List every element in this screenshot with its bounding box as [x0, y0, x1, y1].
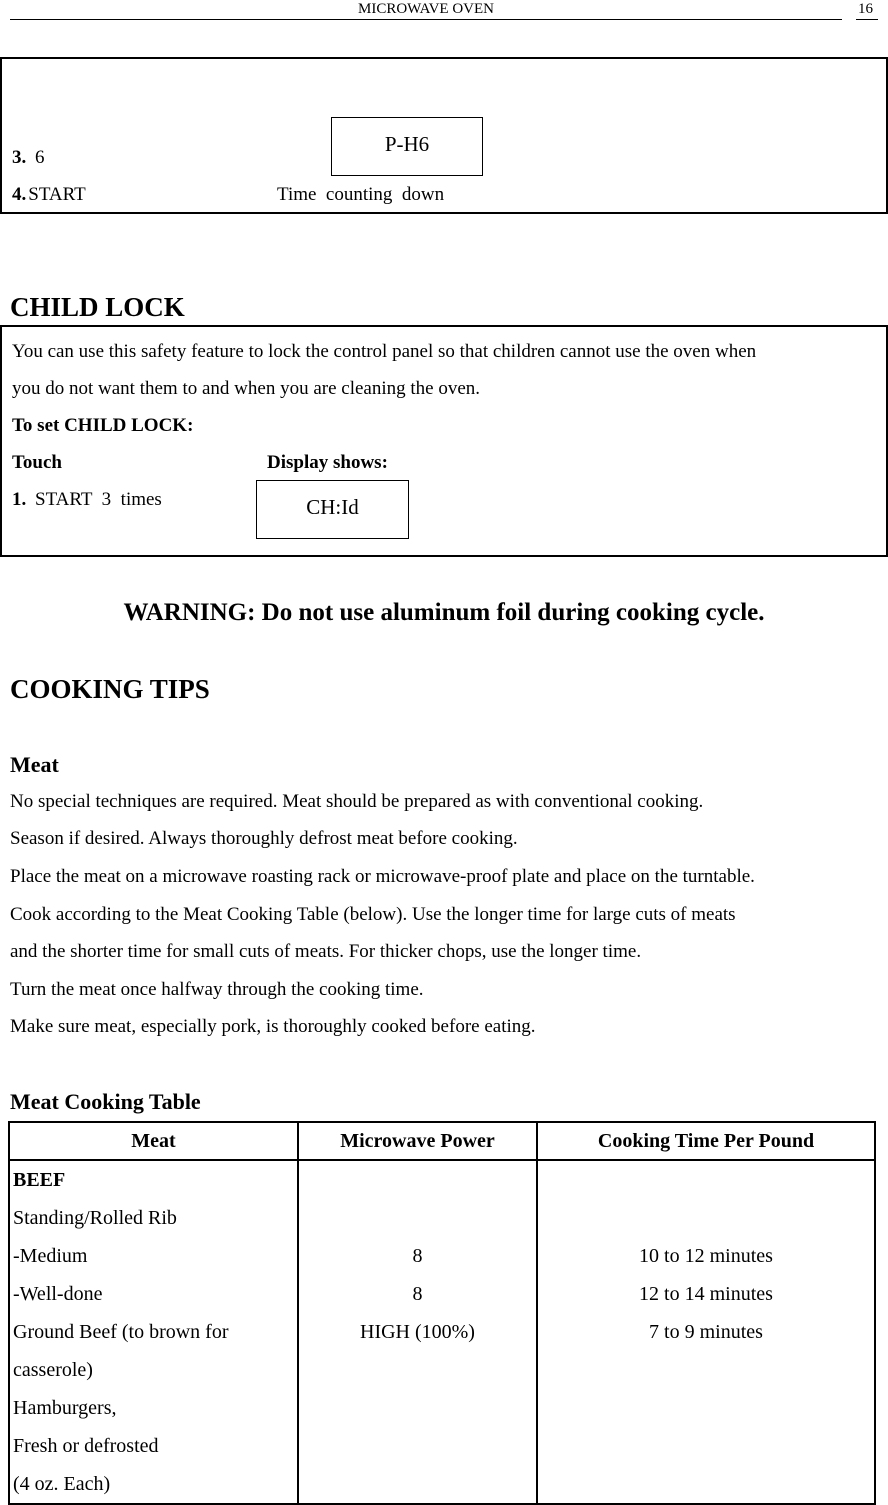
tip-line: Cook according to the Meat Cooking Table (below). Use the longer time for large cuts of meats	[10, 904, 736, 925]
tip-line: Make sure meat, especially pork, is thoroughly cooked before eating.	[10, 1016, 536, 1037]
meat-cooking-table	[8, 1121, 876, 1505]
touch-label: Touch	[12, 452, 62, 473]
page-number: 16	[858, 1, 873, 17]
power-cell: HIGH (100%)	[360, 1321, 475, 1343]
child-lock-desc-2: you do not want them to and when you are cleaning the oven.	[12, 378, 481, 399]
document-title: MICROWAVE OVEN	[358, 1, 494, 17]
header-meat: Meat	[9, 1122, 298, 1160]
meat-cell: -Medium	[13, 1245, 88, 1267]
child-lock-desc-1: You can use this safety feature to lock the control panel so that children cannot use the oven when	[12, 341, 757, 362]
meat-cell: Fresh or defrosted	[13, 1435, 159, 1457]
power-column	[298, 1160, 537, 1504]
table-row	[9, 1160, 875, 1504]
step-3	[12, 147, 45, 169]
step-4-display: Time counting down	[277, 184, 445, 205]
meat-cell: -Well-done	[13, 1283, 103, 1305]
tip-line: Season if desired. Always thoroughly defrost meat before cooking.	[10, 828, 518, 849]
meat-cell: Standing/Rolled Rib	[13, 1207, 177, 1229]
meat-cell: BEEF	[13, 1169, 66, 1191]
display-shows-label: Display shows:	[267, 452, 388, 473]
child-lock-box	[0, 325, 888, 557]
tip-line: and the shorter time for small cuts of meats. For thicker chops, use the longer time.	[10, 941, 642, 962]
header-cooking-time: Cooking Time Per Pound	[537, 1122, 875, 1160]
child-lock-title: CHILD LOCK	[10, 292, 185, 322]
display-ch-id-value: CH:Id	[306, 495, 359, 519]
time-cell: 10 to 12 minutes	[639, 1245, 773, 1267]
power-cell: 8	[412, 1245, 423, 1267]
child-lock-step-1-number: 1.	[12, 489, 27, 510]
child-lock-step-1-text: START 3 times	[35, 489, 162, 510]
meat-column	[9, 1160, 298, 1504]
warning-aluminum-foil: WARNING: Do not use aluminum foil during cooking cycle.	[123, 599, 765, 626]
tip-line: Place the meat on a microwave roasting rack or microwave-proof plate and place on the turntable.	[10, 866, 755, 887]
time-cell: 7 to 9 minutes	[649, 1321, 763, 1343]
time-cell: 12 to 14 minutes	[639, 1283, 773, 1305]
display-p-h6	[331, 117, 483, 176]
time-cell	[538, 1199, 874, 1237]
page-number-rule	[856, 19, 878, 20]
meat-table-title: Meat Cooking Table	[10, 1089, 201, 1114]
time-column	[537, 1160, 875, 1504]
meat-cell: (4 oz. Each)	[13, 1473, 111, 1495]
cooking-tips-title: COOKING TIPS	[10, 674, 210, 704]
child-lock-step-1	[12, 489, 162, 511]
header-microwave-power: Microwave Power	[298, 1122, 537, 1160]
step-3-number: 3.	[12, 147, 27, 168]
meat-cell: Hamburgers,	[13, 1397, 117, 1419]
step-3-text: 6	[35, 147, 45, 168]
set-child-lock-heading: To set CHILD LOCK:	[12, 415, 194, 436]
meat-heading: Meat	[10, 752, 59, 777]
power-cell	[299, 1161, 536, 1199]
step-box	[0, 57, 888, 214]
power-cell: 8	[412, 1283, 423, 1305]
step-4-number: 4.	[12, 184, 27, 205]
display-ch-id	[256, 480, 409, 539]
step-4	[12, 184, 86, 206]
tip-line: Turn the meat once halfway through the cooking time.	[10, 979, 424, 1000]
time-cell	[538, 1161, 874, 1199]
meat-cell: Ground Beef (to brown for	[13, 1321, 229, 1343]
step-4-text: START	[28, 184, 86, 205]
meat-cell: casserole)	[13, 1359, 93, 1381]
table-header-row	[9, 1122, 875, 1160]
display-p-h6-value: P-H6	[384, 132, 430, 156]
tip-line: No special techniques are required. Meat should be prepared as with conventional cooking.	[10, 791, 704, 812]
power-cell	[299, 1199, 536, 1237]
header-rule	[10, 19, 842, 20]
